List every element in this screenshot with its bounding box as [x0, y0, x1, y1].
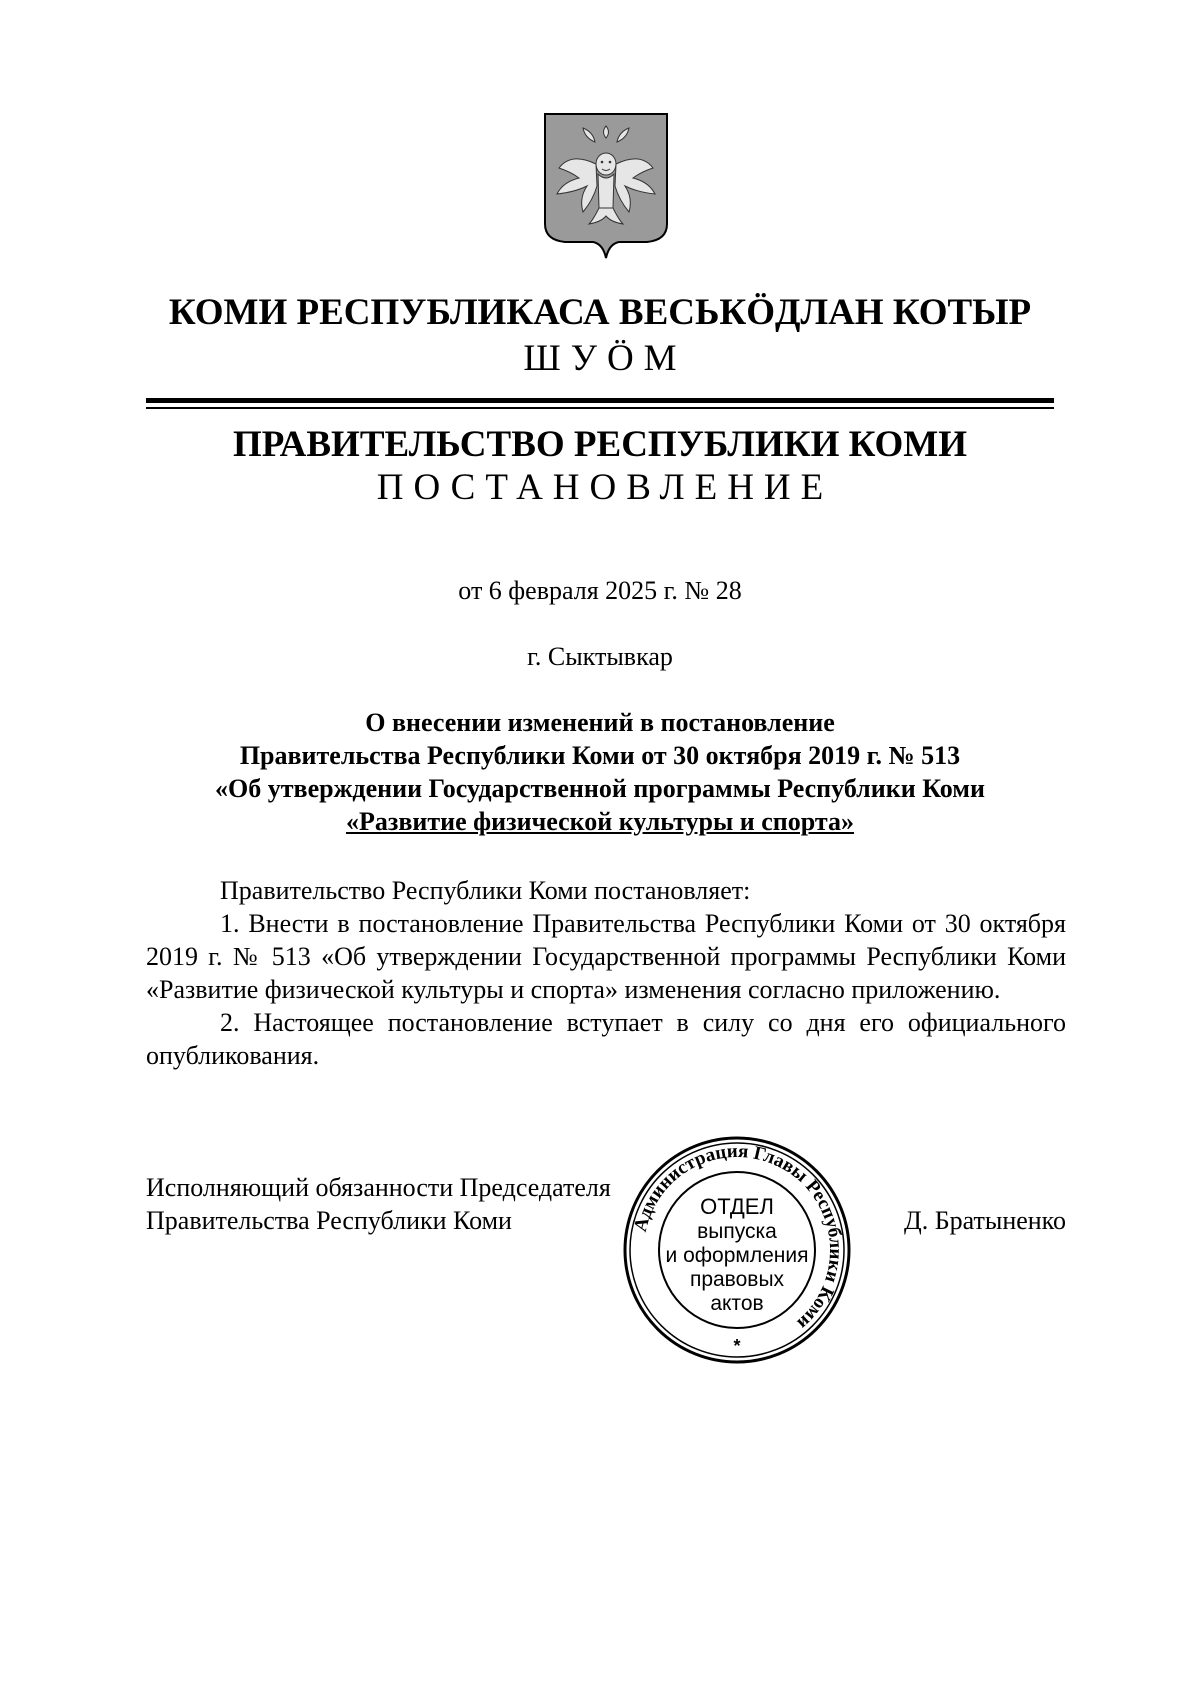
stamp-center-line-1: ОТДЕЛ: [700, 1194, 774, 1219]
stamp-center-line-4: правовых: [689, 1268, 785, 1291]
komi-government-title: КОМИ РЕСПУБЛИКАСА ВЕСЬКӦДЛАН КОТЫР: [168, 292, 1032, 333]
body-intro: Правительство Республики Коми постановляет:: [220, 876, 751, 905]
document-date-number: от 6 февраля 2025 г. № 28: [458, 576, 742, 605]
komi-document-type: ШУӦМ: [523, 338, 687, 379]
stamp-ring-text: Администрация Главы Республики Коми: [629, 1140, 847, 1334]
title-line-2: Правительства Республики Коми от 30 октября 2019 г. № 513: [239, 741, 961, 770]
header-divider-thin: [146, 407, 1054, 409]
stamp-center-line-5: актов: [710, 1292, 764, 1315]
signatory-position-line-2: Правительства Республики Коми: [146, 1206, 512, 1235]
stamp-center-line-2: выпуска: [697, 1220, 777, 1243]
document-body: [146, 874, 1066, 1072]
document-city: г. Сыктывкар: [527, 642, 673, 671]
signatory-position: [146, 1171, 611, 1237]
title-line-4: «Развитие физической культуры и спорта»: [346, 807, 854, 836]
russian-government-title: ПРАВИТЕЛЬСТВО РЕСПУБЛИКИ КОМИ: [233, 424, 967, 465]
body-item-1: 1. Внести в постановление Правительства Республики Коми от 30 октября 2019 г. № 513 «Об утверждении Государственной программы Республики Коми «Развитие физической культуры и спорта» изменения согласно приложению.: [146, 909, 1066, 1004]
title-line-1: О внесении изменений в постановление: [365, 708, 835, 737]
signatory-name: Д. Братыненко: [903, 1206, 1066, 1235]
document-title: [146, 706, 1054, 838]
official-stamp: [621, 1134, 853, 1366]
signatory-position-line-1: Исполняющий обязанности Председателя: [146, 1173, 611, 1202]
header-divider-thick: [146, 398, 1054, 403]
body-item-2: 2. Настоящее постановление вступает в силу со дня его официального опубликования.: [146, 1008, 1066, 1070]
russian-document-type: ПОСТАНОВЛЕНИЕ: [376, 467, 834, 508]
title-line-3: «Об утверждении Государственной программы Республики Коми: [215, 774, 985, 803]
stamp-star: *: [733, 1336, 741, 1356]
stamp-center-line-3: и оформления: [665, 1244, 809, 1267]
komi-coat-of-arms-icon: [543, 112, 669, 260]
